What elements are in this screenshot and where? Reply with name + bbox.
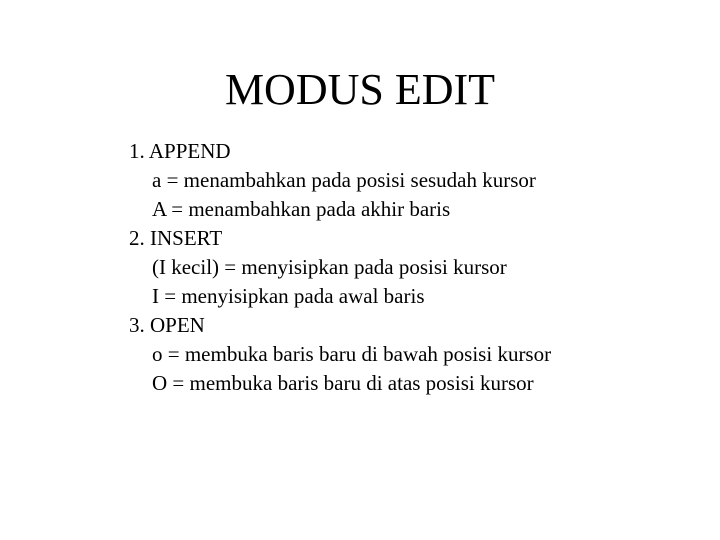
- list-item-open: [129, 311, 709, 398]
- list-item-insert: [129, 224, 709, 311]
- list-item-title: APPEND: [148, 139, 231, 163]
- list-item-number: 1.: [129, 139, 145, 163]
- list-item-heading: [129, 137, 709, 166]
- list-item-number: 2.: [129, 226, 145, 250]
- list-item-append: [129, 137, 709, 224]
- list-item-heading: [129, 224, 709, 253]
- slide-title: MODUS EDIT: [224, 65, 496, 114]
- list-subitem: a = menambahkan pada posisi sesudah kursor: [152, 168, 536, 192]
- list-item-heading: [129, 311, 709, 340]
- list-item-number: 3.: [129, 313, 145, 337]
- list-subitem: O = membuka baris baru di atas posisi kursor: [152, 371, 534, 395]
- list-item-title: OPEN: [150, 313, 205, 337]
- list-subitem: A = menambahkan pada akhir baris: [152, 197, 451, 221]
- list-subitem: I = menyisipkan pada awal baris: [152, 284, 425, 308]
- list-subitem: (I kecil) = menyisipkan pada posisi kursor: [152, 255, 507, 279]
- list-subitem: o = membuka baris baru di bawah posisi kursor: [152, 342, 552, 366]
- slide-body: [129, 137, 709, 398]
- list-item-title: INSERT: [150, 226, 223, 250]
